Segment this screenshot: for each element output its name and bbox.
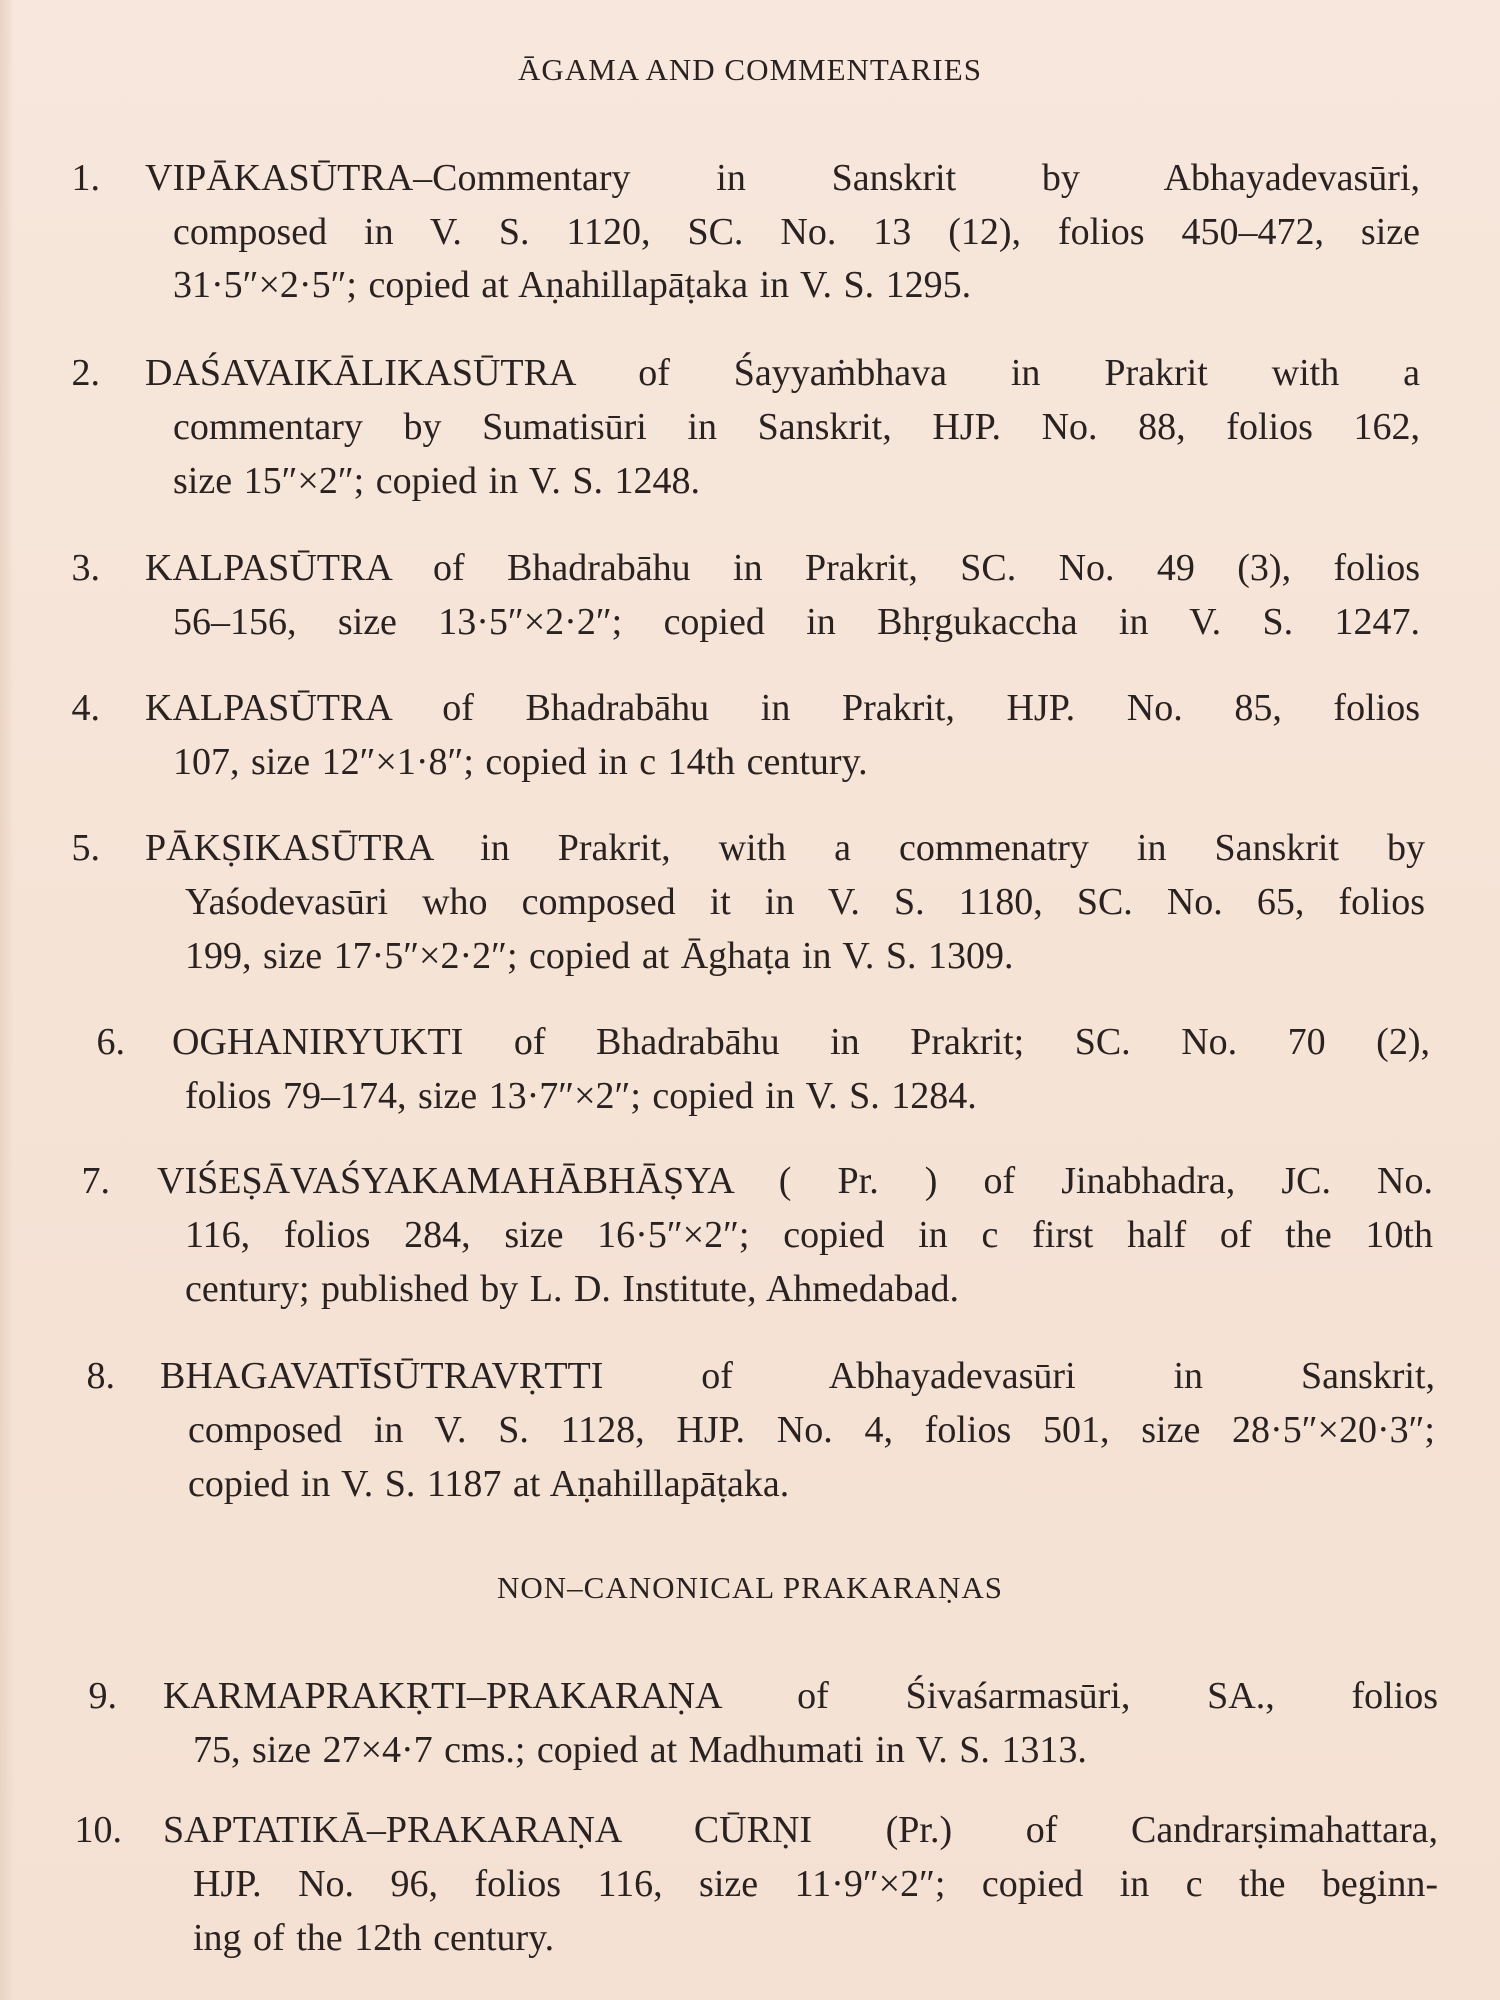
entry-line: DAŚAVAIKĀLIKASŪTRA of Śayyaṁbhava in Prakrit with a	[145, 352, 1420, 394]
entry-line: KARMAPRAKṚTI–PRAKARAṆA of Śivaśarmasūri, SA., folios	[163, 1675, 1438, 1717]
entry-line: 199, size 17·5″×2·2″; copied at Āghaṭa in V. S. 1309.	[185, 935, 1014, 977]
entry-line: 31·5″×2·5″; copied at Aṇahillapāṭaka in V. S. 1295.	[173, 264, 972, 306]
entry-line: commentary by Sumatisūri in Sanskrit, HJP. No. 88, folios 162,	[173, 406, 1420, 448]
entry-number: 6.	[96, 1021, 125, 1063]
section-heading-agama: ĀGAMA AND COMMENTARIES	[518, 52, 982, 87]
entry-line: copied in V. S. 1187 at Aṇahillapāṭaka.	[188, 1463, 790, 1505]
entry-line: BHAGAVATĪSŪTRAVṚTTI of Abhayadevasūri in Sanskrit,	[160, 1355, 1435, 1397]
entry-line: HJP. No. 96, folios 116, size 11·9″×2″; copied in c the beginn-	[193, 1863, 1438, 1905]
entry-number: 3.	[71, 547, 100, 589]
entry-line: 75, size 27×4·7 cms.; copied at Madhumati in V. S. 1313.	[193, 1729, 1087, 1771]
entry-line: 107, size 12″×1·8″; copied in c 14th century.	[173, 741, 868, 783]
entry-line: VIPĀKASŪTRA–Commentary in Sanskrit by Abhayadevasūri,	[145, 157, 1420, 199]
entry-line: composed in V. S. 1120, SC. No. 13 (12), folios 450–472, size	[173, 211, 1420, 253]
entry-line: Yaśodevasūri who composed it in V. S. 1180, SC. No. 65, folios	[185, 881, 1425, 923]
entry-number: 8.	[86, 1355, 115, 1397]
entry-line: VIŚEṢĀVAŚYAKAMAHĀBHĀṢYA ( Pr. ) of Jinabhadra, JC. No.	[157, 1160, 1433, 1202]
entry-line: folios 79–174, size 13·7″×2″; copied in V. S. 1284.	[185, 1075, 977, 1117]
entry-number: 5.	[71, 827, 100, 869]
entry-line: composed in V. S. 1128, HJP. No. 4, folios 501, size 28·5″×20·3″;	[188, 1409, 1435, 1451]
entry-line: SAPTATIKĀ–PRAKARAṆA CŪRṆI (Pr.) of Candrarṣimahattara,	[163, 1809, 1438, 1851]
entry-line: size 15″×2″; copied in V. S. 1248.	[173, 460, 701, 502]
entry-line: KALPASŪTRA of Bhadrabāhu in Prakrit, SC. No. 49 (3), folios	[145, 547, 1420, 589]
entry-number: 4.	[71, 687, 100, 729]
entry-line: PĀKṢIKASŪTRA in Prakrit, with a commenatry in Sanskrit by	[145, 827, 1425, 869]
entry-number: 2.	[71, 352, 100, 394]
page-edge-shadow	[0, 0, 14, 2000]
entry-number: 1.	[71, 157, 100, 199]
entry-number: 9.	[88, 1675, 117, 1717]
section-heading-non-canonical: NON–CANONICAL PRAKARAṆAS	[497, 1570, 1003, 1605]
entry-number: 7.	[81, 1160, 110, 1202]
entry-line: 56–156, size 13·5″×2·2″; copied in Bhṛgukaccha in V. S. 1247.	[173, 601, 1420, 643]
entry-line: ing of the 12th century.	[193, 1917, 555, 1959]
entry-line: century; published by L. D. Institute, Ahmedabad.	[185, 1268, 959, 1310]
entry-number: 10.	[74, 1809, 122, 1851]
entry-line: OGHANIRYUKTI of Bhadrabāhu in Prakrit; SC. No. 70 (2),	[172, 1021, 1430, 1063]
entry-line: KALPASŪTRA of Bhadrabāhu in Prakrit, HJP. No. 85, folios	[145, 687, 1420, 729]
entry-line: 116, folios 284, size 16·5″×2″; copied in c first half of the 10th	[185, 1214, 1433, 1256]
